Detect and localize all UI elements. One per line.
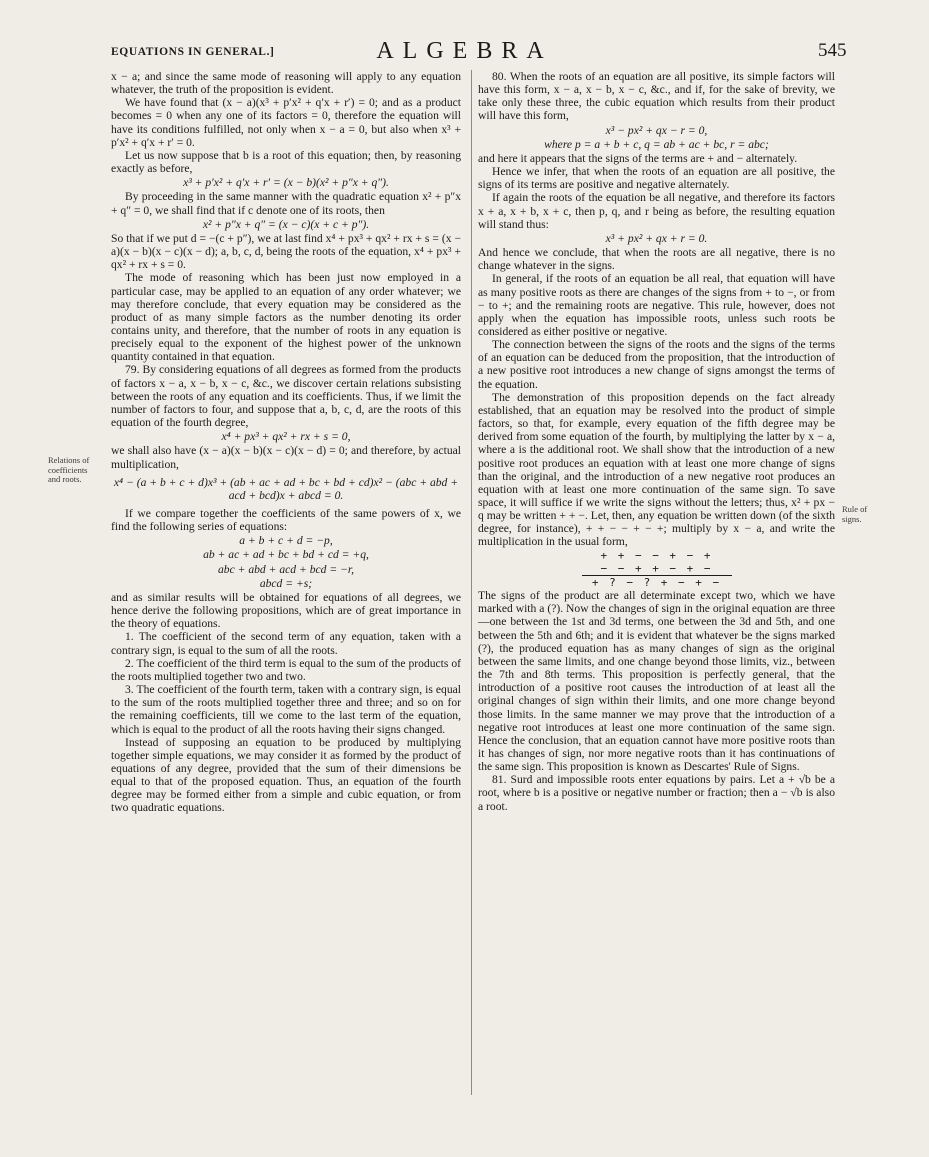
paragraph: and here it appears that the signs of the terms are + and − alternately.	[478, 151, 798, 165]
page-number: 545	[818, 40, 847, 61]
paragraph: Let us now suppose that b is a root of this equation; then, by reasoning exactly as before,	[111, 148, 461, 176]
paragraph: And hence we conclude, that when the roots are all negative, there is no change whatever in the signs.	[478, 246, 835, 273]
paragraph: So that if we put d = −(c + p″), we at last find x⁴ + px³ + qx² + rx + s = (x − a)(x − b)(x − c)(x − d); a, b, c, d, being the roots of the equation, x⁴ + px³ + qx² + rx + s = 0.	[111, 231, 461, 272]
paragraph: If again the roots of the equation be all negative, and therefore its factors x + a, x + b, x + c, then p, q, and r being as before, the resulting equation will stand thus:	[478, 191, 835, 231]
paragraph: The signs of the product are all determinate except two, which we have marked with a (?). Now the changes of sign in the original equation are three—one between the 1st and 3d terms, one between the 3d and 5th, and one between the 5th and 6th; and it is evident that whatever be the signs marked (?), the produced equation has as many changes of sign as the original between the same limits, and one change beyond those limits, viz., between the 7th and 8th terms. This proposition is perfectly general, that the introduction of a positive root causes the introduction of at least all the original changes of sign within their limits, and one more change beyond those limits. In the same manner we may prove that the introduction of a negative root introduces at least one more continuation of the same sign. Hence the conclusion, that an equation cannot have more positive roots than it has changes of sign, nor more negative roots than it has continuations of the same sign. This proposition is known as Descartes' Rule of Signs.	[478, 589, 835, 774]
paragraph: If we compare together the coefficients of the same powers of x, we find the following series of equations:	[111, 507, 461, 534]
column-divider	[471, 70, 472, 1095]
paragraph-81: 81. Surd and impossible roots enter equations by pairs. Let a + √b be a root, where b is a positive or negative number or fraction; then a − √b is also a root.	[478, 773, 835, 813]
paragraph: The mode of reasoning which has been just now employed in a particular case, may be applied to an equation of any order whatever; we may therefore conclude, that every equation may be considered as the product of as many simple factors as the number denoting its order contains unity, and therefore, that the number of roots in any equation is precisely equal to the exponent of the highest power of the unknown quantity contained in that equation.	[111, 271, 461, 364]
paragraph: The connection between the signs of the roots and the signs of the terms of an equation can be deduced from the proposition, that the introduction of a new positive root introduces a new change of signs amongst the terms of the equation.	[478, 338, 835, 391]
sign-row-product: + ? − ? + − + −	[591, 575, 722, 589]
equation: where p = a + b + c, q = ab + ac + bc, r = abc;	[544, 137, 769, 151]
equation: ab + ac + ad + bc + bd + cd = +q,	[203, 548, 369, 562]
paragraph: We have found that (x − a)(x³ + p′x² + q′x + r′) = 0; and as a product becomes = 0 when any one of its factors = 0, therefore the equation will have its conditions fulfilled, not only when x − a = 0, but also when x³ + p′x² + q′x + r′ = 0.	[111, 96, 461, 149]
margin-note-rule-of-signs: Rule of signs.	[842, 504, 868, 524]
paragraph: By proceeding in the same manner with the quadratic equation x² + p″x + q″ = 0, we shall find that if c denote one of its roots, then	[111, 190, 461, 217]
equation: a + b + c + d = −p,	[239, 534, 333, 548]
running-header	[0, 38, 929, 68]
section-title: EQUATIONS IN GENERAL.]	[111, 46, 275, 58]
equation: x³ + p′x² + q′x + r′ = (x − b)(x² + p″x + q″).	[183, 176, 389, 190]
paragraph-79: 79. By considering equations of all degrees as formed from the products of factors x − a, x − b, x − c, &c., we discover certain relations subsisting between the roots of any equation and its coefficients. Thus, if we limit the number of factors to four, and suppose that a, b, c, d, are the roots of this equation of the fourth degree,	[111, 363, 461, 430]
proposition-2: 2. The coefficient of the third term is equal to the sum of the products of the roots multiplied together two and two.	[111, 656, 461, 683]
equation: abcd = +s;	[259, 576, 313, 590]
right-column	[478, 70, 835, 813]
paragraph: and as similar results will be obtained for equations of all degrees, we hence derive the following propositions, which are of great importance in the theory of equations.	[111, 590, 461, 631]
book-title: ALGEBRA	[376, 38, 553, 64]
paragraph: Instead of supposing an equation to be produced by multiplying together simple equations, we may consider it as formed by the product of equations of any degree, provided that the sum of their dimensions be equal to that of the proposed equation. Thus, an equation of the fourth degree may be formed either from a simple and cubic equation, or from two quadratic equations.	[111, 735, 461, 815]
equation: x³ − px² + qx − r = 0,	[605, 123, 708, 137]
sign-row: + + − − + − +	[600, 548, 713, 562]
left-column	[111, 70, 461, 815]
equation: x³ + px² + qx + r = 0.	[605, 231, 708, 245]
paragraph-80: 80. When the roots of an equation are all positive, its simple factors will have this form, x − a, x − b, x − c, &c., and if, for the sake of brevity, we take only these three, the cubic equation which results from their product will have this form,	[478, 70, 835, 123]
equation: abc + abd + acd + bcd = −r,	[217, 562, 355, 576]
equation: x⁴ + px³ + qx² + rx + s = 0,	[221, 430, 351, 444]
proposition-3: 3. The coefficient of the fourth term, taken with a contrary sign, is equal to the sum of the roots multiplied together three and three; and so on for the remaining coefficients, till we come to the last term of the equation, which is equal to the product of all the roots having their signs changed.	[111, 683, 461, 736]
paragraph: Hence we infer, that when the roots of an equation are all positive, the signs of its terms are positive and negative alternately.	[478, 165, 835, 192]
paragraph: x − a; and since the same mode of reasoning will apply to any equation whatever, the truth of the proposition is evident.	[111, 70, 461, 97]
expanded-product-equation: x⁴ − (a + b + c + d)x³ + (ab + ac + ad + bc + bd + cd)x² − (abc + abd + acd + bcd)x + abcd = 0.	[113, 475, 459, 502]
paragraph: In general, if the roots of an equation be all real, that equation will have as many positive roots as there are changes of the signs from + to −, or from − to +; and the remaining roots are negative. This rule, however, does not apply when the equation has impossible roots, unless such roots be considered as either positive or negative.	[478, 272, 835, 338]
equation: x² + p″x + q″ = (x − c)(x + c + p″).	[202, 217, 370, 231]
margin-note-relations: Relations of coefficients and roots.	[48, 455, 90, 484]
paragraph: we shall also have (x − a)(x − b)(x − c)(x − d) = 0; and therefore, by actual multiplication,	[111, 444, 461, 471]
sign-row: − − + + − + −	[582, 562, 732, 576]
proposition-1: 1. The coefficient of the second term of any equation, taken with a contrary sign, is equal to the sum of all the roots.	[111, 630, 461, 657]
paragraph: The demonstration of this proposition depends on the fact already established, that an equation may be resolved into the product of simple factors, so that, for example, every equation of the fifth degree may be derived from some equation of the fourth, by multiplying the latter by x − a, where a is the additional root. We shall show that the introduction of a new positive root produces an equation with at least one more change of signs than the original, and the introduction of a new negative root produces an equation with at least one more continuation of the same sign. To save space, it will suffice if we write the signs without the letters; thus, x² + px − q may be written + + −. Let, then, any equation be written down (of the sixth degree, for instance), + + − − + − +; multiply by x − a, and write the multiplication in the usual form,	[478, 390, 835, 549]
